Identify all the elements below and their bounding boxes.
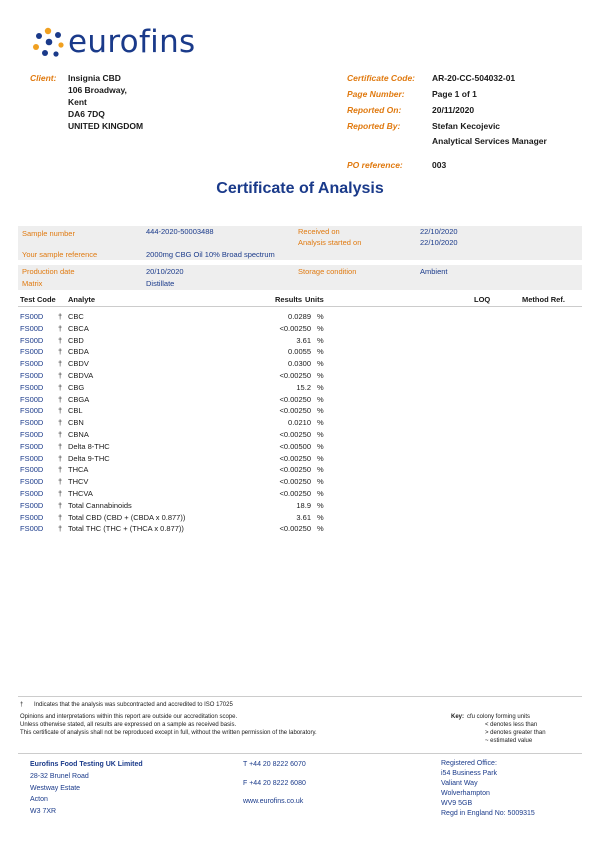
- test-code-cell: FS00D: [20, 335, 44, 345]
- matrix-label: Matrix: [22, 279, 43, 288]
- table-row: [20, 370, 324, 382]
- result-cell: 18.9: [296, 500, 311, 510]
- registered-line: i54 Business Park: [441, 770, 498, 777]
- analyte-cell: CBG: [68, 382, 85, 392]
- key-list: [467, 713, 546, 745]
- table-row: [20, 358, 324, 370]
- results-body: [20, 311, 324, 535]
- analyte-cell: CBN: [68, 418, 84, 428]
- analyte-cell: CBL: [68, 406, 83, 416]
- dagger-cell: †: [58, 370, 63, 380]
- table-row: [20, 464, 324, 476]
- table-row: [20, 335, 324, 347]
- analyte-cell: CBGA: [68, 394, 90, 404]
- dagger-cell: †: [58, 418, 63, 428]
- test-code-cell: FS00D: [20, 465, 44, 475]
- test-code-cell: FS00D: [20, 429, 44, 439]
- footer-company: Eurofins Food Testing UK Limited: [30, 761, 143, 768]
- analyte-cell: THCVA: [68, 488, 93, 498]
- unit-cell: %: [317, 500, 324, 510]
- results-table: [20, 311, 324, 535]
- result-cell: <0.00250: [279, 524, 311, 534]
- disclaimer-line: This certificate of analysis shall not be reproduced except in full, without the written permission of the laboratory.: [20, 730, 317, 736]
- po-reference: 003: [432, 160, 447, 170]
- result-cell: 0.0300: [288, 359, 311, 369]
- analyte-cell: CBNA: [68, 429, 89, 439]
- result-cell: <0.00250: [279, 465, 311, 475]
- analyte-cell: Total CBD (CBD + (CBDA x 0.877)): [68, 512, 186, 522]
- table-row: [20, 476, 324, 488]
- key-item: < denotes less than: [485, 722, 538, 728]
- analyte-cell: CBDA: [68, 347, 89, 357]
- table-row: [20, 323, 324, 335]
- reported-by-title: Analytical Services Manager: [432, 136, 547, 146]
- unit-cell: %: [317, 394, 324, 404]
- test-code-cell: FS00D: [20, 370, 44, 380]
- analyte-cell: CBDVA: [68, 370, 94, 380]
- analysis-started-label: Analysis started on: [298, 238, 362, 247]
- result-cell: 0.0289: [288, 312, 311, 321]
- key-label: Key:: [451, 714, 465, 720]
- result-cell: <0.00250: [279, 488, 311, 498]
- test-code-cell: FS00D: [20, 359, 44, 369]
- registered-line: WV9 5GB: [441, 800, 473, 807]
- dagger-cell: †: [58, 512, 63, 522]
- dagger-cell: †: [58, 488, 63, 498]
- table-row: [20, 453, 324, 465]
- table-row: [20, 523, 324, 535]
- analyte-cell: THCA: [68, 465, 89, 475]
- test-code-cell: FS00D: [20, 418, 44, 428]
- analyte-cell: Delta 9-THC: [68, 453, 110, 463]
- unit-cell: %: [317, 477, 324, 487]
- production-date: 20/10/2020: [146, 267, 184, 276]
- analyte-cell: Total THC (THC + (THCA x 0.877)): [68, 524, 184, 534]
- test-code-cell: FS00D: [20, 441, 44, 451]
- result-cell: <0.00250: [279, 429, 311, 439]
- matrix: Distillate: [146, 279, 175, 288]
- registered-line: Valiant Way: [441, 780, 478, 787]
- unit-cell: %: [317, 312, 324, 321]
- dagger-cell: †: [58, 335, 63, 345]
- table-row: [20, 394, 324, 406]
- production-date-label: Production date: [22, 267, 75, 276]
- test-code-cell: FS00D: [20, 347, 44, 357]
- table-row: [20, 429, 324, 441]
- sample-number-label: Sample number: [22, 229, 75, 238]
- unit-cell: %: [317, 453, 324, 463]
- test-code-cell: FS00D: [20, 382, 44, 392]
- footer-address-line: W3 7XR: [30, 808, 57, 816]
- analyte-cell: CBC: [68, 312, 84, 321]
- unit-cell: %: [317, 370, 324, 380]
- unit-cell: %: [317, 429, 324, 439]
- unit-cell: %: [317, 524, 324, 534]
- unit-cell: %: [317, 465, 324, 475]
- col-loq: LOQ: [474, 295, 491, 304]
- col-results: Results: [275, 295, 303, 304]
- dagger-cell: †: [58, 453, 63, 463]
- key-item: cfu colony forming units: [467, 714, 531, 720]
- footer-divider: [18, 753, 582, 754]
- dagger-symbol: †: [20, 702, 24, 708]
- dagger-cell: †: [58, 500, 63, 510]
- your-reference: 2000mg CBG Oil 10% Broad spectrum: [146, 250, 275, 259]
- dagger-cell: †: [58, 323, 63, 333]
- test-code-cell: FS00D: [20, 394, 44, 404]
- analyte-cell: CBD: [68, 335, 84, 345]
- registered-line: Wolverhampton: [441, 790, 490, 797]
- test-code-cell: FS00D: [20, 453, 44, 463]
- test-code-cell: FS00D: [20, 323, 44, 333]
- table-row: [20, 488, 324, 500]
- client-line: 106 Broadway,: [68, 85, 127, 95]
- certificate-values: [432, 72, 547, 147]
- key-item: ~ estimated value: [485, 738, 533, 744]
- table-row: [20, 417, 324, 429]
- page-number-label: Page Number:: [347, 89, 405, 99]
- test-code-cell: FS00D: [20, 312, 44, 321]
- reported-on-label: Reported On:: [347, 105, 402, 115]
- analyte-cell: Total Cannabinoids: [68, 500, 132, 510]
- dagger-cell: †: [58, 359, 63, 369]
- sample-info-block: [18, 226, 582, 260]
- test-code-cell: FS00D: [20, 477, 44, 487]
- eurofins-logo-icon: [28, 26, 68, 62]
- test-code-cell: FS00D: [20, 406, 44, 416]
- page-number: Page 1 of 1: [432, 89, 477, 99]
- analyte-cell: CBCA: [68, 323, 89, 333]
- unit-cell: %: [317, 323, 324, 333]
- unit-cell: %: [317, 512, 324, 522]
- dagger-cell: †: [58, 394, 63, 404]
- analyte-cell: THCV: [68, 477, 89, 487]
- analyte-cell: CBDV: [68, 359, 89, 369]
- result-cell: 3.61: [296, 512, 311, 522]
- unit-cell: %: [317, 382, 324, 392]
- result-cell: <0.00500: [279, 441, 311, 451]
- page-title: Certificate of Analysis: [216, 180, 384, 197]
- result-cell: <0.00250: [279, 370, 311, 380]
- result-cell: <0.00250: [279, 477, 311, 487]
- disclaimer: [20, 713, 317, 737]
- client-line: Insignia CBD: [68, 73, 121, 83]
- table-row: [20, 512, 324, 524]
- footer-company-block: [30, 759, 143, 818]
- result-cell: <0.00250: [279, 323, 311, 333]
- col-analyte: Analyte: [68, 295, 96, 304]
- client-line: Kent: [68, 97, 87, 107]
- dagger-note: Indicates that the analysis was subcontracted and accredited to ISO 17025: [34, 702, 233, 708]
- result-cell: <0.00250: [279, 453, 311, 463]
- certificate-code: AR-20-CC-504032-01: [432, 73, 516, 83]
- footer-registered-block: [441, 759, 535, 819]
- analysis-started: 22/10/2020: [420, 238, 458, 247]
- sample-details-block: [18, 265, 582, 290]
- result-cell: 0.0210: [288, 418, 311, 428]
- footer-tel: T +44 20 8222 6070: [243, 761, 306, 768]
- registered-line: Regd in England No: 5009315: [441, 810, 535, 817]
- result-cell: 15.2: [296, 382, 311, 392]
- certificate-labels: [347, 72, 415, 132]
- test-code-cell: FS00D: [20, 524, 44, 534]
- disclaimer-line: Opinions and interpretations within this report are outside our accreditation scope.: [20, 714, 238, 720]
- certificate-code-label: Certificate Code:: [347, 73, 416, 83]
- footer-fax: F +44 20 8222 6080: [243, 780, 306, 787]
- dagger-cell: †: [58, 406, 63, 416]
- result-cell: <0.00250: [279, 406, 311, 416]
- reported-by-label: Reported By:: [347, 121, 401, 131]
- test-code-cell: FS00D: [20, 512, 44, 522]
- sample-number: 444-2020-50003488: [146, 227, 214, 236]
- unit-cell: %: [317, 347, 324, 357]
- dagger-cell: †: [58, 382, 63, 392]
- po-reference-label: PO reference:: [347, 160, 403, 170]
- reported-by: Stefan Kecojevic: [432, 121, 501, 131]
- table-row: [20, 311, 324, 323]
- client-label: Client:: [30, 73, 57, 83]
- col-method-ref: Method Ref.: [522, 295, 565, 304]
- footer-address-line: Westway Estate: [30, 784, 81, 792]
- unit-cell: %: [317, 441, 324, 451]
- col-units: Units: [305, 295, 324, 304]
- storage-condition: Ambient: [420, 267, 448, 276]
- dagger-cell: †: [58, 441, 63, 451]
- registered-line: Registered Office:: [441, 760, 497, 767]
- table-row: [20, 405, 324, 417]
- logo-text: eurofins: [68, 24, 196, 60]
- unit-cell: %: [317, 418, 324, 428]
- dagger-cell: †: [58, 465, 63, 475]
- received-on-label: Received on: [298, 227, 340, 236]
- header-divider: [18, 306, 582, 307]
- table-row: [20, 441, 324, 453]
- test-code-cell: FS00D: [20, 488, 44, 498]
- table-row: [20, 346, 324, 358]
- footer-web-link[interactable]: www.eurofins.co.uk: [243, 798, 304, 805]
- key-item: > denotes greater than: [485, 730, 546, 736]
- test-code-cell: FS00D: [20, 500, 44, 510]
- dagger-cell: †: [58, 347, 63, 357]
- received-on: 22/10/2020: [420, 227, 458, 236]
- client-line: UNITED KINGDOM: [68, 121, 144, 131]
- analyte-cell: Delta 8-THC: [68, 441, 110, 451]
- col-test-code: Test Code: [20, 295, 56, 304]
- dagger-cell: †: [58, 312, 63, 321]
- dagger-cell: †: [58, 477, 63, 487]
- your-reference-label: Your sample reference: [22, 250, 98, 259]
- table-row: [20, 500, 324, 512]
- unit-cell: %: [317, 406, 324, 416]
- footer-address-line: Acton: [30, 796, 48, 804]
- result-cell: <0.00250: [279, 394, 311, 404]
- footer-address-line: 28-32 Brunel Road: [30, 772, 89, 780]
- notes-divider: [18, 696, 582, 697]
- storage-condition-label: Storage condition: [298, 267, 357, 276]
- result-cell: 3.61: [296, 335, 311, 345]
- unit-cell: %: [317, 335, 324, 345]
- dagger-cell: †: [58, 429, 63, 439]
- reported-on: 20/11/2020: [432, 105, 475, 115]
- unit-cell: %: [317, 488, 324, 498]
- unit-cell: %: [317, 359, 324, 369]
- dagger-cell: †: [58, 524, 63, 534]
- client-address: [68, 72, 143, 132]
- client-line: DA6 7DQ: [68, 109, 105, 119]
- disclaimer-line: Unless otherwise stated, all results are expressed on a sample as received basis.: [20, 722, 237, 728]
- result-cell: 0.0055: [288, 347, 311, 357]
- table-row: [20, 382, 324, 394]
